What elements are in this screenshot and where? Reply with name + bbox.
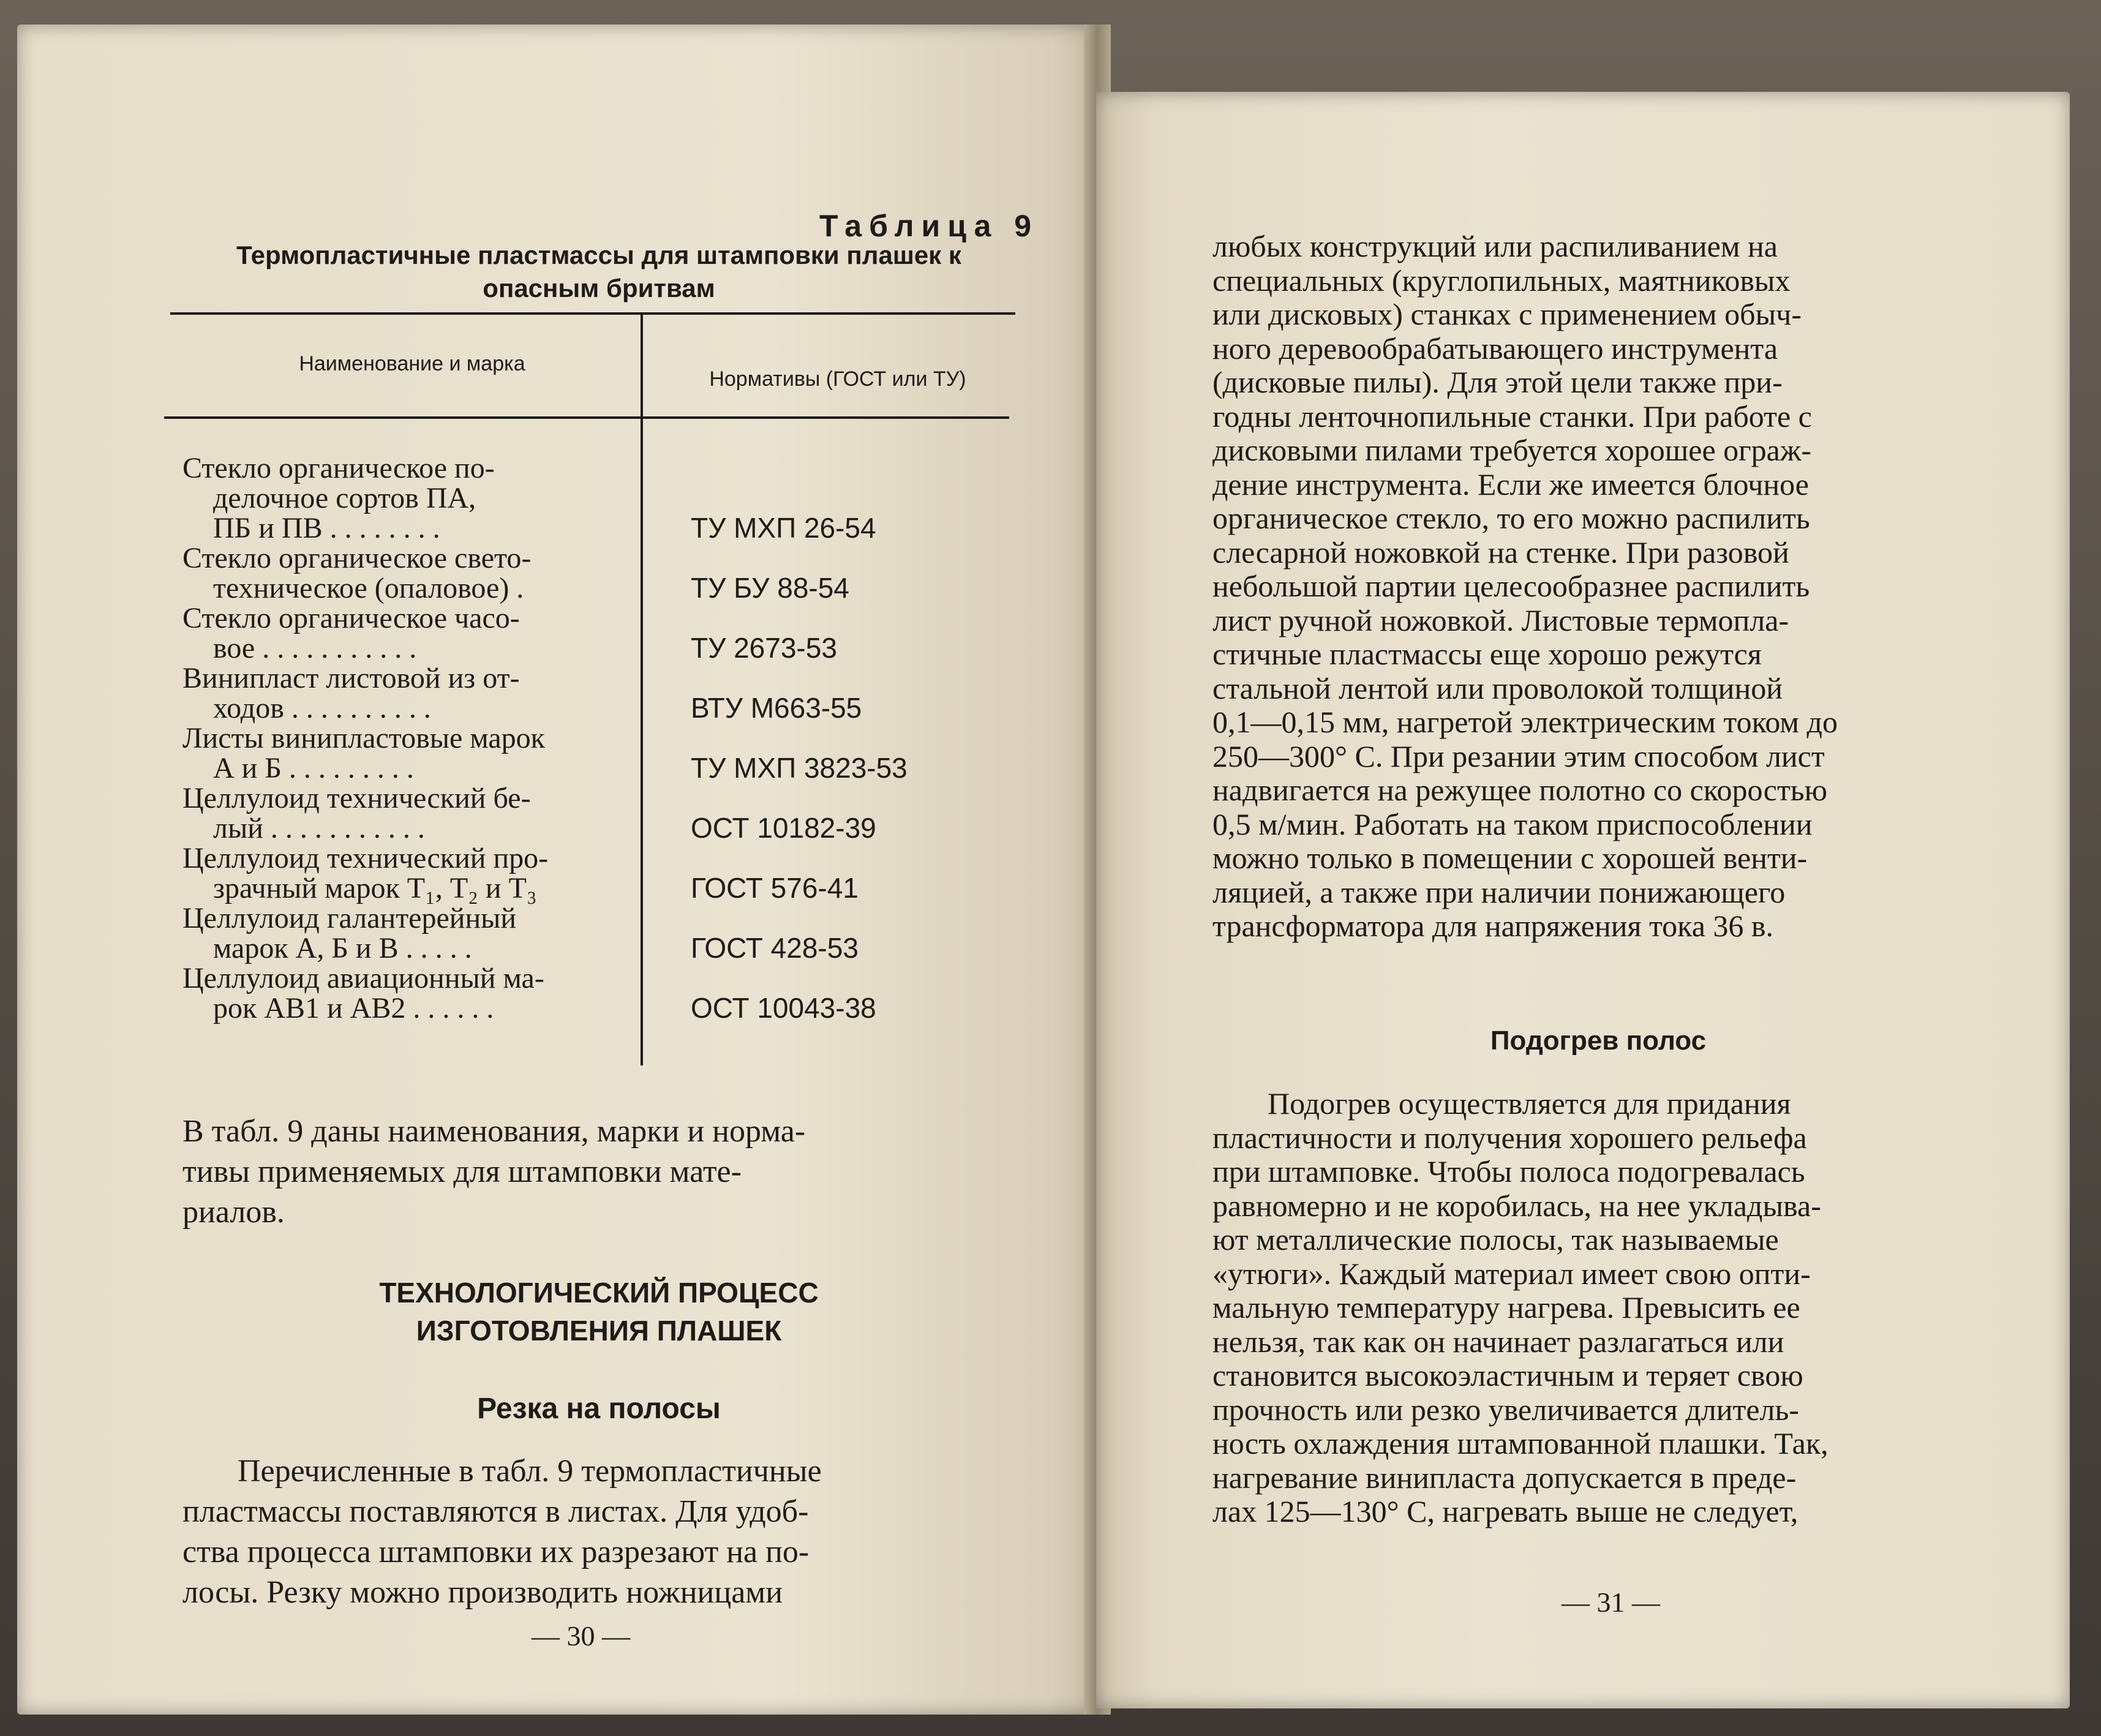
text-line: равномерно и не коробилась, на нее укладыва- [1212,1188,1821,1223]
heating-paragraph [1212,1087,1984,1529]
table-top-rule [170,312,1015,315]
text-line: ность охлаждения штампованной плашки. Так, [1212,1426,1829,1460]
text-line: нельзя, так как он начинает разлагаться или [1212,1324,1784,1359]
text-line: специальных (круглопильных, маятниковых [1212,263,1791,298]
text-line: мальную температуру нагрева. Превысить ее [1212,1290,1800,1325]
text-line: (дисковые пилы). Для этой цели также при- [1212,365,1783,399]
row-name [182,783,654,843]
table-row [182,723,1015,783]
text-line: риалов. [182,1195,285,1230]
text-line: при штамповке. Чтобы полоса подогревалась [1212,1154,1805,1189]
text-line: нагревание винипласта допускается в преде- [1212,1460,1797,1495]
column-header-norm: Нормативы (ГОСТ или ТУ) [709,367,966,391]
table-body [182,453,1015,1023]
row-name-line: А и Б . . . . . . . . . [213,752,414,784]
table-row [182,783,1015,843]
row-name [182,963,654,1023]
text-line: небольшой партии целесообразнее распилить [1212,569,1810,603]
text-line: стальной лентой или проволокой толщиной [1212,671,1783,705]
row-name-line: рок АВ1 и АВ2 . . . . . . [213,992,494,1024]
row-name-line: Стекло органическое по- [182,452,495,484]
row-norm: ОСТ 10043-38 [691,992,876,1024]
row-name-line: Целлулоид галантерейный [182,902,517,934]
text-line: дисковыми пилами требуется хорошее ограж- [1212,433,1812,467]
table-header-rule [164,416,1009,419]
row-name-line: зрачный марок Т₁, Т₂ и Т₃ [213,872,537,904]
page-number-right: — 31 — [1562,1587,1660,1618]
table-row [182,603,1015,663]
text-line: Перечисленные в табл. 9 термопластичные [238,1454,822,1489]
row-name [182,603,654,663]
row-name [182,663,654,723]
row-norm: ТУ 2673-53 [691,632,837,664]
row-norm: ТУ МХП 26-54 [691,512,876,544]
text-line: ляцией, а также при наличии понижающего [1212,874,1786,909]
page-number-left: — 30 — [532,1620,630,1651]
row-name [182,543,654,603]
row-norm: ГОСТ 576-41 [691,872,859,904]
right-page [1096,92,2070,1708]
text-line: лист ручной ножовкой. Листовые термопла- [1212,603,1789,637]
table-row [182,453,1015,543]
table-row [182,543,1015,603]
row-name-line: Стекло органическое часо- [182,602,520,634]
table-row [182,843,1015,903]
text-line: пластичности и получения хорошего рельефа [1212,1120,1807,1155]
text-line: пластмассы поставляются в листах. Для удоб- [182,1494,809,1529]
text-line: В табл. 9 даны наименования, марки и норма- [182,1114,806,1149]
after-table-paragraph [182,1111,1015,1233]
row-name-line: ходов . . . . . . . . . . [213,692,431,724]
row-name-line: вое . . . . . . . . . . . [213,632,417,664]
row-name-line: техническое (опаловое) . [213,572,524,604]
column-header-name: Наименование и марка [299,352,525,375]
text-line: становится высокоэластичным и теряет свою [1212,1358,1803,1392]
row-name [182,453,654,543]
row-name-line: марок А, Б и В . . . . . [213,932,472,964]
text-line: любых конструкций или распиливанием на [1212,229,1778,263]
left-page [17,24,1095,1715]
text-line: 0,1—0,15 мм, нагретой электрическим током до [1212,705,1838,739]
section-heading-line: ИЗГОТОВЛЕНИЯ ПЛАШЕК [416,1315,782,1347]
body-paragraph [182,1451,1015,1613]
table-row [182,903,1015,963]
text-line: стичные пластмассы еще хорошо режутся [1212,637,1762,671]
continued-paragraph [1212,230,1984,944]
row-name [182,723,654,783]
row-name-line: делочное сортов ПА, [213,482,476,514]
section-heading [182,1274,1015,1350]
text-line: прочность или резко увеличивается длитель- [1212,1392,1799,1427]
text-line: лах 125—130° С, нагревать выше не следует, [1212,1494,1798,1528]
table-row [182,963,1015,1023]
row-norm: ОСТ 10182-39 [691,812,876,844]
row-name [182,843,654,903]
text-line: ного деревообрабатывающего инструмента [1212,331,1778,366]
section-heading-line: ТЕХНОЛОГИЧЕСКИЙ ПРОЦЕСС [379,1277,819,1309]
row-name-line: Целлулоид технический про- [182,842,549,874]
text-line: можно только в помещении с хорошей венти- [1212,841,1808,875]
row-name [182,903,654,963]
text-line: Подогрев осуществляется для придания [1268,1086,1791,1121]
row-name-line: Целлулоид технический бе- [182,782,531,814]
row-norm: ВТУ М663-55 [691,692,862,724]
table-caption: Таблица 9 [819,209,1039,243]
text-line: ют металлические полосы, так называемые [1212,1222,1779,1257]
text-line: ства процесса штамповки их разрезают на по- [182,1535,810,1569]
row-name-line: Целлулоид авиационный ма- [182,962,544,994]
subsection-heading: Резка на полосы [477,1392,721,1425]
table-title: Термопластичные пластмассы для штамповки плашек к опасным бритвам [236,241,961,302]
table-row [182,663,1015,723]
row-name-line: лый . . . . . . . . . . . [213,812,425,844]
text-line: трансформатора для напряжения тока 36 в. [1212,909,1773,943]
row-norm: ТУ БУ 88-54 [691,572,849,604]
text-line: слесарной ножовкой на стенке. При разовой [1212,535,1789,569]
text-line: надвигается на режущее полотно со скоростью [1212,773,1827,807]
text-line: тивы применяемых для штамповки мате- [182,1154,742,1189]
text-line: дение инструмента. Если же имеется блочное [1212,467,1809,502]
section-heading-right: Подогрев полос [1490,1026,1707,1056]
row-name-line: ПБ и ПВ . . . . . . . . [213,512,440,544]
row-norm: ТУ МХП 3823-53 [691,752,908,784]
row-name-line: Винипласт листовой из от- [182,662,520,694]
text-line: 0,5 м/мин. Работать на таком приспособлении [1212,806,1813,841]
text-line: «утюги». Каждый материал имеет свою опти- [1212,1256,1811,1291]
text-line: годны ленточнопильные станки. При работе с [1212,399,1812,434]
row-name-line: Листы винипластовые марок [182,722,545,754]
text-line: лосы. Резку можно производить ножницами [182,1575,783,1610]
text-line: органическое стекло, то его можно распилить [1212,501,1810,535]
text-line: 250—300° С. При резании этим способом лист [1212,738,1825,773]
row-name-line: Стекло органическое свето- [182,542,532,574]
row-norm: ГОСТ 428-53 [691,932,859,964]
text-line: или дисковых) станках с применением обыч- [1212,297,1802,331]
